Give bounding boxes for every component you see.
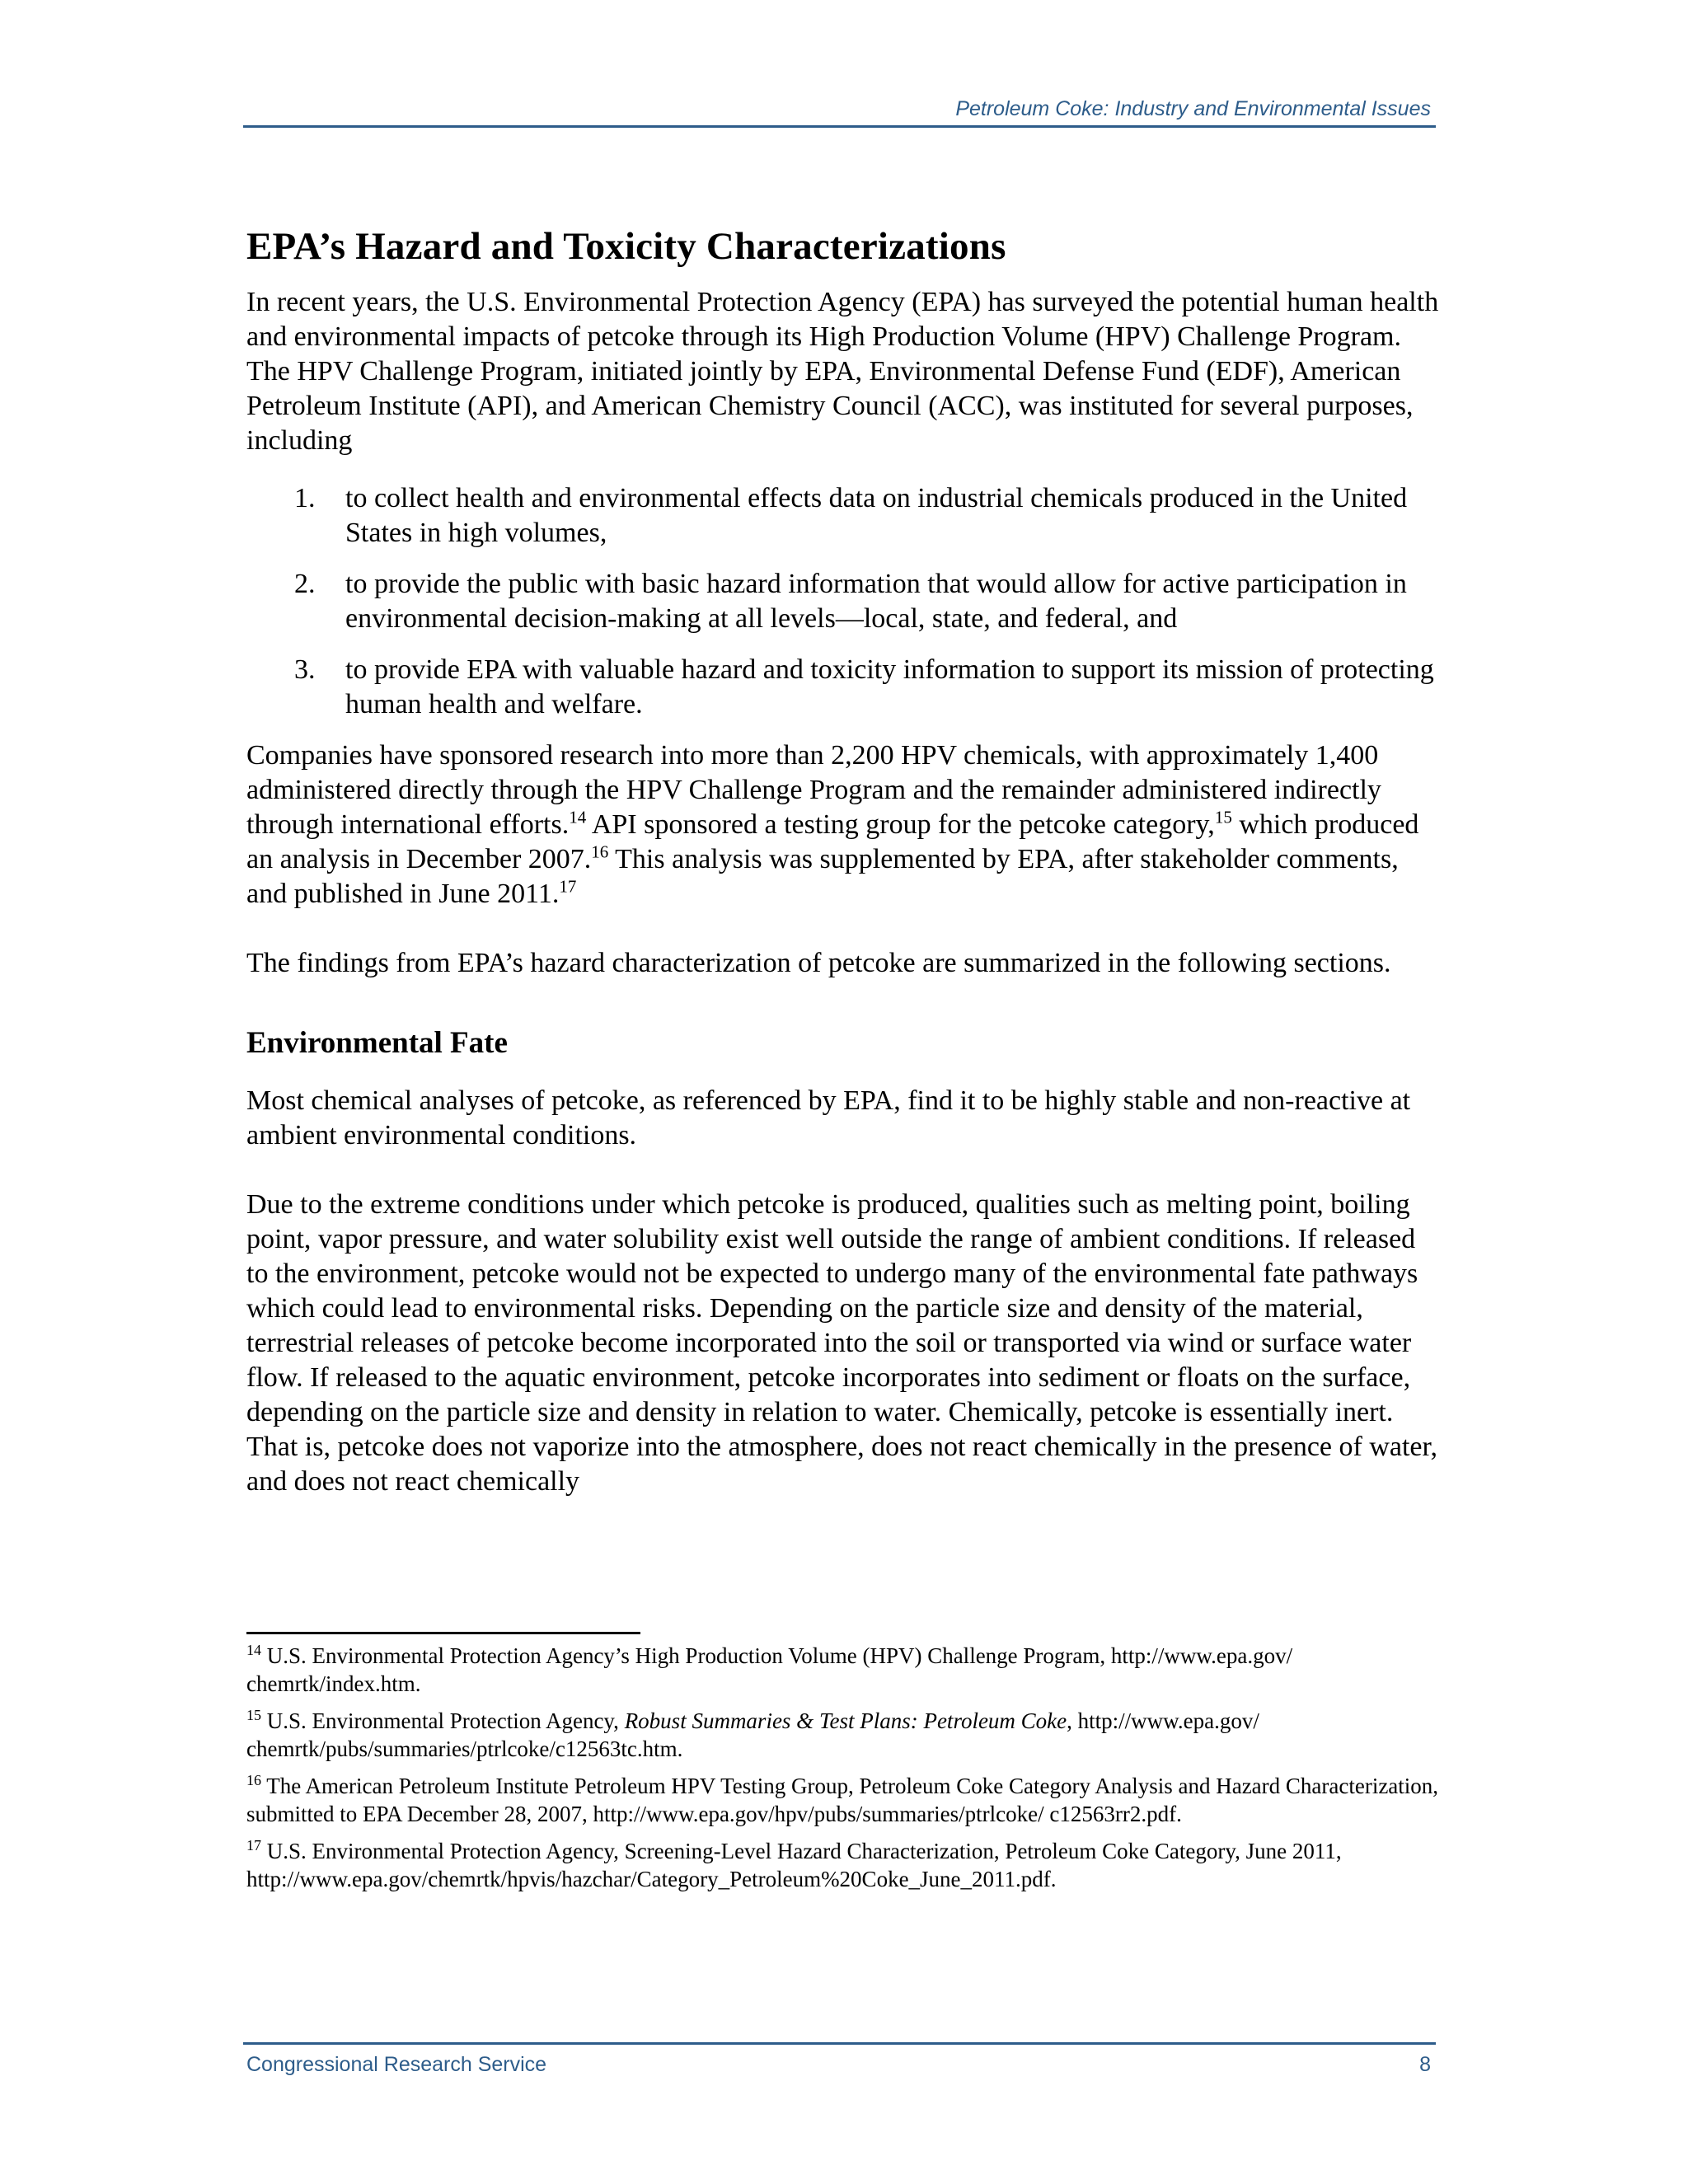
hpv-research-paragraph xyxy=(246,738,1443,912)
footnote-text: U.S. Environmental Protection Agency, xyxy=(261,1708,625,1733)
footnote-17 xyxy=(246,1837,1442,1893)
list-number: 2. xyxy=(294,569,316,599)
fate-paragraph: Due to the extreme conditions under which petcoke is produced, qualities such as melting point, boiling point, vapor pressure, and water solubility exist well outside the range of ambient conditions. If released to the environment, petcoke would not be expected to undergo many of the environmental fate pathways which could lead to environmental risks. Depending on the particle size and density of the material, terrestrial releases of petcoke become incorporated into the soil or transported via wind or surface water flow. If released to the aquatic environment, petcoke incorporates into sediment or floats on the surface, depending on the particle size and density in relation to water. Chemically, petcoke is essentially inert. That is, petcoke does not vaporize into the atmosphere, does not react chemically in the presence of water, and does not react chemically xyxy=(246,1189,1437,1497)
intro-paragraph: In recent years, the U.S. Environmental Protection Agency (EPA) has surveyed the potential human health and environmental impacts of petcoke through its High Production Volume (HPV) Challenge Program. The HPV Challenge Program, initiated jointly by EPA, Environmental Defense Fund (EDF), American Petroleum Institute (API), and American Chemistry Council (ACC), was instituted for several purposes, including xyxy=(246,287,1439,456)
purposes-list xyxy=(246,481,1443,722)
footnote-number: 15 xyxy=(246,1707,261,1723)
list-item xyxy=(246,653,1443,722)
paragraph-text: API sponsored a testing group for the petcoke category, xyxy=(586,809,1215,840)
paragraph-gap xyxy=(246,1153,1443,1188)
footnote-text: U.S. Environmental Protection Agency’s High Production Volume (HPV) Challenge Program, http://www.epa.gov/ chemrtk/index.htm. xyxy=(246,1643,1293,1696)
footnote-ref-17[interactable]: 17 xyxy=(559,876,577,897)
paragraph-text: This analysis was supplemented by EPA, after stakeholder comments, and published in June 2011. xyxy=(246,844,1399,909)
footer-publisher: Congressional Research Service xyxy=(246,2053,547,2076)
list-text: to provide EPA with valuable hazard and toxicity information to support its mission of protecting human health and welfare. xyxy=(345,654,1434,719)
footnote-text: , http://www.epa.gov/ chemrtk/pubs/summaries/ptrlcoke/c12563tc.htm. xyxy=(246,1708,1259,1761)
footnote-number: 16 xyxy=(246,1772,261,1788)
stability-paragraph: Most chemical analyses of petcoke, as referenced by EPA, find it to be highly stable and non-reactive at ambient environmental conditions. xyxy=(246,1085,1411,1151)
section-title: EPA’s Hazard and Toxicity Characterizations xyxy=(246,225,1006,268)
footnote-separator xyxy=(246,1632,640,1634)
list-number: 1. xyxy=(294,483,316,513)
page-footer xyxy=(243,2042,1436,2078)
footnote-text: The American Petroleum Institute Petroleum HPV Testing Group, Petroleum Coke Category Analysis and Hazard Characterization, submitted to EPA December 28, 2007, http://www.epa.gov/hpv/pubs/summaries/ptrlcoke/ c12563rr2.pdf. xyxy=(246,1774,1439,1826)
running-header xyxy=(243,97,1436,128)
footnote-14 xyxy=(246,1642,1442,1698)
footnote-ref-14[interactable]: 14 xyxy=(569,807,587,827)
subsection-title: Environmental Fate xyxy=(246,1026,508,1060)
list-number: 3. xyxy=(294,654,316,685)
footnote-text: U.S. Environmental Protection Agency, Screening-Level Hazard Characterization, Petroleum Coke Category, June 2011, http://www.epa.gov/chemrtk/hpvis/hazchar/Category_Petroleum%20Coke_June_2011.pdf. xyxy=(246,1839,1342,1891)
footnote-ref-15[interactable]: 15 xyxy=(1214,807,1232,827)
running-title: Petroleum Coke: Industry and Environmental Issues xyxy=(955,97,1431,120)
list-text: to collect health and environmental effects data on industrial chemicals produced in the United States in high volumes, xyxy=(345,483,1408,548)
list-item xyxy=(246,567,1443,636)
main-content xyxy=(246,224,1443,1499)
list-text: to provide the public with basic hazard information that would allow for active participation in environmental decision-making at all levels—local, state, and federal, and xyxy=(345,569,1407,634)
footnotes xyxy=(246,1642,1442,1902)
paragraph-gap xyxy=(246,912,1443,946)
footnote-15 xyxy=(246,1707,1442,1763)
footnote-number: 17 xyxy=(246,1837,261,1854)
page-number: 8 xyxy=(1419,2053,1431,2076)
findings-paragraph: The findings from EPA’s hazard characterization of petcoke are summarized in the following sections. xyxy=(246,948,1391,978)
paragraph-text: which produced an analysis in December 2007. xyxy=(246,809,1419,874)
footnote-16 xyxy=(246,1772,1442,1828)
paragraph-text: Companies have sponsored research into more than 2,200 HPV chemicals, with approximately 1,400 administered directly through the HPV Challenge Program and the remainder administered indirectly through international efforts. xyxy=(246,740,1381,840)
footnote-number: 14 xyxy=(246,1642,261,1658)
footnote-ref-16[interactable]: 16 xyxy=(591,841,609,862)
list-item xyxy=(246,481,1443,551)
footnote-italic-title: Robust Summaries & Test Plans: Petroleum Coke xyxy=(624,1708,1067,1733)
